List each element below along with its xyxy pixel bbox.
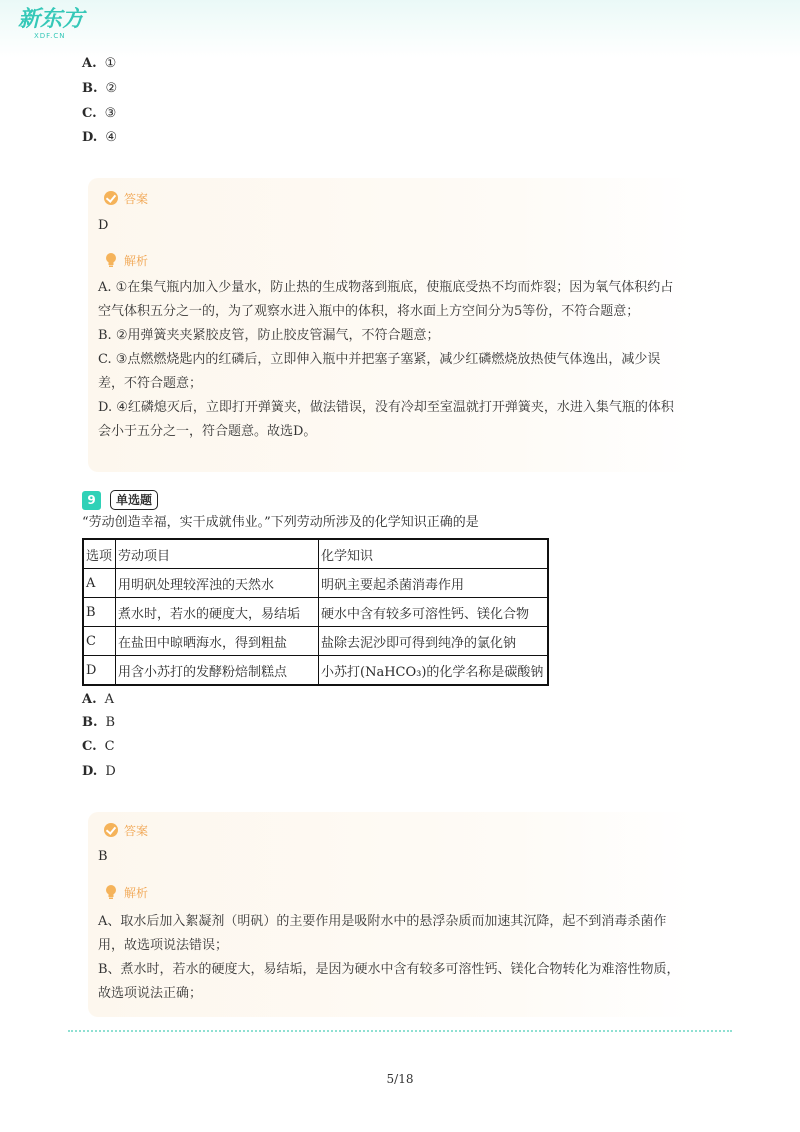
- option-letter: D.: [82, 764, 98, 779]
- option-a[interactable]: [82, 55, 116, 73]
- lightbulb-icon: [104, 252, 118, 268]
- option-text: ③: [104, 106, 117, 121]
- analysis-line: B. ②用弹簧夹夹紧胶皮管，防止胶皮管漏气，不符合题意；: [98, 328, 440, 343]
- header-bar: [0, 0, 800, 58]
- table-row: [83, 656, 548, 686]
- analysis-tag-label: 解析: [124, 886, 149, 900]
- option-letter: A.: [82, 692, 97, 707]
- option-c[interactable]: [82, 738, 115, 756]
- table-cell: 用明矾处理较浑浊的天然水: [116, 569, 319, 598]
- table-cell: B: [83, 598, 116, 627]
- analysis-line: D. ④红磷熄灭后，立即打开弹簧夹，做法错误，没有冷却至室温就打开弹簧夹，水进入集气瓶的体积会小于五分之一，符合题意。故选D。: [98, 400, 674, 439]
- option-text: ④: [105, 130, 117, 145]
- option-d[interactable]: [82, 763, 116, 781]
- table-row: [83, 598, 548, 627]
- table-header-row: [83, 539, 548, 569]
- option-letter: B.: [82, 81, 98, 96]
- table-cell: 硬水中含有较多可溶性钙、镁化合物: [319, 598, 549, 627]
- option-b[interactable]: [82, 714, 115, 732]
- page-number: 5/18: [386, 1072, 414, 1086]
- table-header: 选项: [83, 539, 116, 569]
- answer-tag: [104, 190, 148, 208]
- footer-divider: [68, 1030, 732, 1032]
- table-header: 化学知识: [319, 539, 549, 569]
- logo-subtext: XDF.CN: [34, 32, 66, 40]
- option-b[interactable]: [82, 80, 117, 98]
- table-cell: A: [83, 569, 116, 598]
- option-d[interactable]: [82, 129, 117, 147]
- answer-value: D: [98, 218, 109, 233]
- question-stem: “劳动创造幸福，实干成就伟业。”下列劳动所涉及的化学知识正确的是: [82, 515, 479, 530]
- option-letter: B.: [82, 715, 98, 730]
- question-table: [82, 538, 549, 686]
- table-row: [83, 569, 548, 598]
- answer-panel: [88, 178, 696, 472]
- table-cell: 用含小苏打的发酵粉焙制糕点: [116, 656, 319, 686]
- answer-value: B: [98, 849, 108, 864]
- answer-panel: [88, 812, 696, 1017]
- table-cell: 盐除去泥沙即可得到纯净的氯化钠: [319, 627, 549, 656]
- table-row: [83, 627, 548, 656]
- table-cell: 明矾主要起杀菌消毒作用: [319, 569, 549, 598]
- option-text: C: [104, 739, 115, 754]
- option-text: B: [105, 715, 116, 730]
- table-cell: D: [83, 656, 116, 686]
- option-text: ①: [104, 56, 117, 71]
- brand-logo: [18, 8, 98, 48]
- option-text: A: [104, 692, 115, 707]
- question-number: 9: [82, 491, 101, 510]
- analysis-tag: [104, 252, 148, 270]
- check-icon: [104, 191, 118, 205]
- analysis-text: [98, 910, 680, 1006]
- table-cell: 煮水时，若水的硬度大，易结垢: [116, 598, 319, 627]
- analysis-line: A、取水后加入絮凝剂（明矾）的主要作用是吸附水中的悬浮杂质而加速其沉降，起不到消毒杀菌作用，故选项说法错误；: [98, 914, 667, 953]
- analysis-line: B、煮水时，若水的硬度大，易结垢，是因为硬水中含有较多可溶性钙、镁化合物转化为难溶性物质，故选项说法正确；: [98, 962, 680, 1001]
- table-cell: 在盐田中晾晒海水，得到粗盐: [116, 627, 319, 656]
- analysis-tag: [104, 884, 148, 902]
- answer-tag-label: 答案: [124, 824, 149, 838]
- check-icon: [104, 823, 118, 837]
- lightbulb-icon: [104, 884, 118, 900]
- table-cell: C: [83, 627, 116, 656]
- table-cell: 小苏打(NaHCO₃)的化学名称是碳酸钠: [319, 656, 549, 686]
- option-text: ②: [105, 81, 118, 96]
- option-text: D: [105, 764, 116, 779]
- analysis-text: [98, 276, 680, 444]
- option-letter: D.: [82, 130, 98, 145]
- answer-tag-label: 答案: [124, 192, 149, 206]
- option-letter: C.: [82, 739, 97, 754]
- table-header: 劳动项目: [116, 539, 319, 569]
- analysis-line: C. ③点燃燃烧匙内的红磷后，立即伸入瓶中并把塞子塞紧，减少红磷燃烧放热使气体逸出，减少误差，不符合题意；: [98, 352, 661, 391]
- analysis-tag-label: 解析: [124, 254, 149, 268]
- option-a[interactable]: [82, 691, 114, 709]
- question-type-badge: 单选题: [110, 490, 158, 510]
- logo-text: 新东方: [18, 7, 85, 32]
- option-c[interactable]: [82, 105, 116, 123]
- answer-tag: [104, 822, 148, 840]
- option-letter: C.: [82, 106, 97, 121]
- option-letter: A.: [82, 56, 97, 71]
- analysis-line: A. ①在集气瓶内加入少量水，防止热的生成物落到瓶底，使瓶底受热不均而炸裂；因为氧气体积约占空气体积五分之一的，为了观察水进入瓶中的体积，将水面上方空间分为5等份，不符合题意；: [98, 280, 674, 319]
